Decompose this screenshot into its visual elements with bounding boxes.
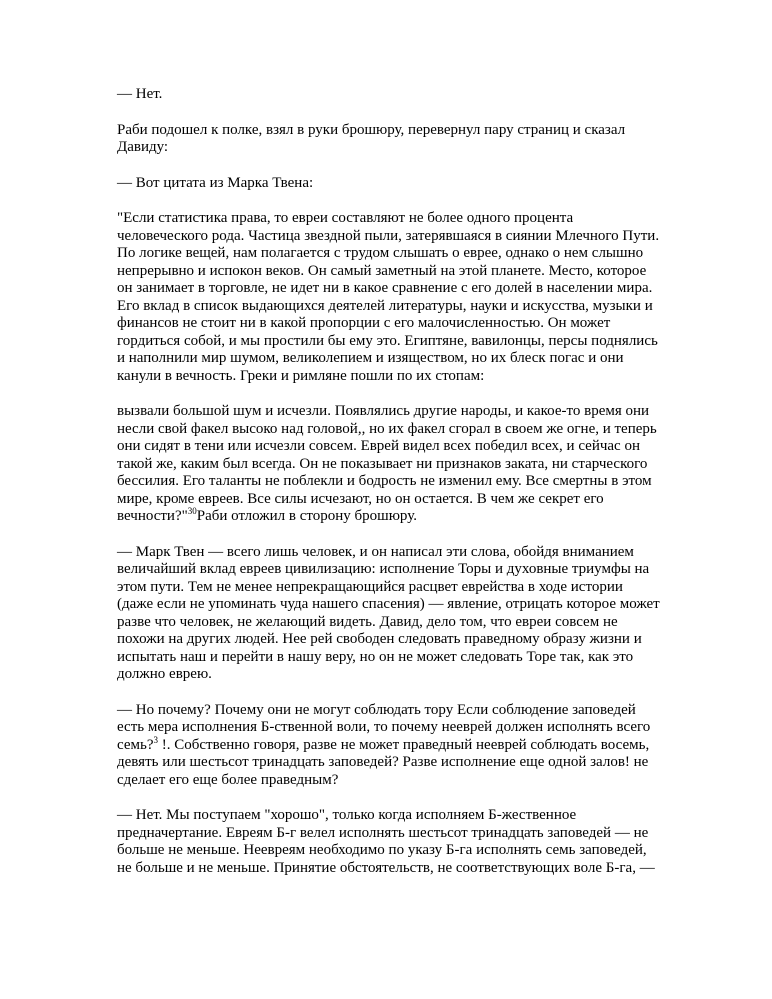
paragraph-7-text: — Но почему? Почему они не могут соблюдать тору Если соблюдение заповедей есть мера исполнения Б-ственной воли, то почему нееврей должен исполнять всего семь? [117,701,651,753]
paragraph-5-quote-end [117,403,662,526]
paragraph-8: — Нет. Мы поступаем "хорошо", только когда исполняем Б-жественное предначертание. Евреям Б-г велел исполнять шестьсот тринадцать заповедей — не больше не меньше. Неевреям необходимо по указу Б-га исполнять семь заповедей, не больше и не меньше. Принятие обстоятельств, не соответствующих воле Б-га, — [117,807,655,876]
paragraph-7-tail: !. Собственно говоря, разве не может праведный нееврей соблюдать восемь, девять или шестьсот тринадцать заповедей? Разве исполнение еще одной залов! не сделает его еще более праведным? [117,736,650,788]
paragraph-2: Раби подошел к полке, взял в руки брошюру, перевернул пару страниц и сказал Давиду: [117,121,626,155]
paragraph-6: — Марк Твен — всего лишь человек, и он написал эти слова, обойдя вниманием величайший вклад евреев цивилизацию: исполнение Торы и духовные триумфы на этом пути. Тем не менее непрекращающийся расцвет еврейства в ходе истории (даже если не упоминать чуда нашего спасения) — явление, отрицать которое может разве что человек, не желающий видеть. Давид, дело том, что евреи совсем не похожи на других людей. Нее рей свободен следовать праведному образу жизни и испытать наш и перейти в нашу веру, но он не может следовать Торе так, как это должно еврею. [117,543,660,682]
paragraph-7 [117,702,662,790]
footnote-marker-30: 30 [187,506,197,516]
paragraph-4-quote: "Если статистика права, то евреи составляют не более одного процента человеческого рода. Частица звездной пыли, затерявшаяся в сиянии Млечного Пути. По логике вещей, нам полагается с трудом слышать о еврее, однако о нем слышно непрерывно и испокон веков. Он самый заметный на этой планете. Место, которое он занимает в торговле, не идет ни в какое сравнение с его долей в населении мира. Его вклад в список выдающихся деятелей литературы, науки и искусства, музыки и финансов не стоит ни в какой пропорции с его малочисленностью. Он может гордиться собой, и мы простили бы ему это. Египтяне, вавилонцы, персы поднялись и наполнили мир шумом, великолепием и изяществом, но их блеск погас и они канули в вечность. Греки и римляне пошли по их стопам: [117,210,660,384]
paragraph-5-text: вызвали большой шум и исчезли. Появлялись другие народы, и какое-то время они несли свой факел высоко над головой,, но их факел сгорал в своем же огне, и теперь они сидят в тени или исчезли совсем. Еврей видел всех победил всех, и сейчас он такой же, каким был всегда. Он не показывает ни признаков заката, ни старческого бессилия. Его таланты не поблекли и бодрость не изменил ему. Все смертны в этом мире, кроме евреев. Все силы исчезают, но он остается. В чем же секрет его вечности?" [117,403,657,524]
paragraph-3: — Вот цитата из Марка Твена: [117,174,314,191]
paragraph-1: — Нет. [117,86,163,102]
document-page [117,86,662,895]
paragraph-5-tail: Раби отложил в сторону брошюру. [196,508,417,524]
footnote-marker-3: 3 [153,734,158,745]
